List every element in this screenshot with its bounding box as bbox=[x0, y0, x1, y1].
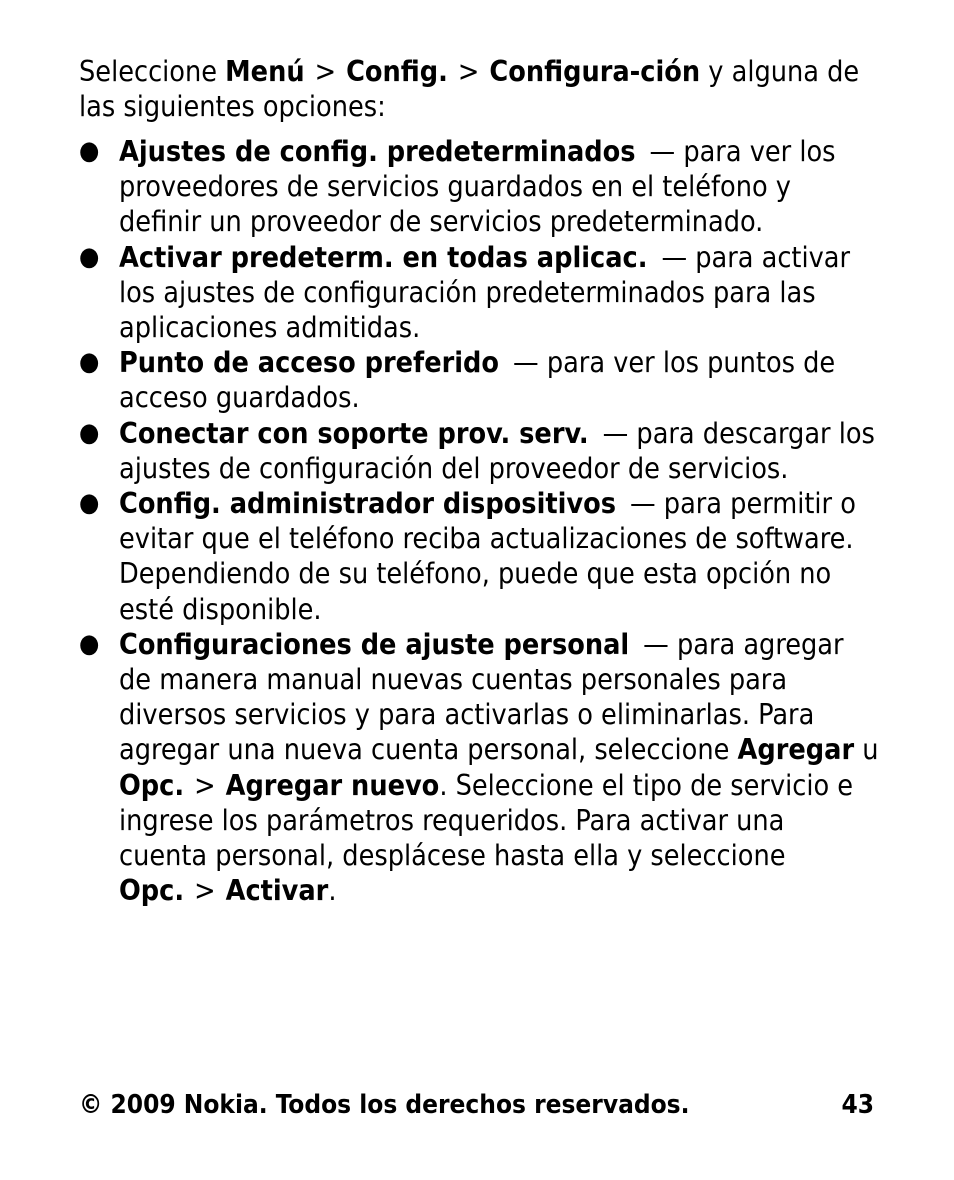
option-description: para descargar los ajustes de configuración del proveedor de servicios. bbox=[119, 416, 875, 485]
list-item bbox=[79, 416, 879, 486]
bullet-icon: ● bbox=[79, 417, 100, 448]
option-title: Configuraciones de ajuste personal bbox=[119, 627, 630, 661]
option-title: Activar predeterm. en todas aplicac. bbox=[119, 240, 648, 274]
options-list bbox=[79, 134, 879, 908]
menu-path-separator: > bbox=[194, 768, 216, 802]
dash-separator: — bbox=[629, 487, 656, 521]
list-item bbox=[79, 345, 879, 415]
dash-separator: — bbox=[643, 627, 669, 661]
connector-text: u bbox=[854, 733, 879, 767]
option-description: para permitir o evitar que el teléfono reciba actualizaciones de software. Dependiendo de su teléfono, puede que esta opción no esté disponible. bbox=[119, 487, 856, 626]
intro-text-after: y alguna de las siguientes opciones: bbox=[79, 55, 860, 123]
dash-separator: — bbox=[661, 240, 688, 274]
list-item bbox=[79, 134, 879, 240]
list-item bbox=[79, 627, 879, 909]
menu-path-options: Opc. bbox=[119, 768, 185, 802]
intro-text-before: Seleccione bbox=[79, 55, 226, 88]
bullet-icon: ● bbox=[79, 628, 100, 659]
menu-path-config: Config. bbox=[346, 55, 448, 88]
menu-path-activate: Activar bbox=[225, 874, 329, 908]
list-item bbox=[79, 486, 879, 627]
page-footer bbox=[79, 1088, 874, 1122]
option-title: Config. administrador dispositivos bbox=[119, 487, 616, 521]
menu-path-add: Agregar bbox=[737, 733, 855, 767]
intro-paragraph bbox=[79, 54, 879, 124]
bullet-icon: ● bbox=[79, 347, 100, 378]
dash-separator: — bbox=[513, 346, 539, 380]
option-description: para agregar de manera manual nuevas cuentas personales para diversos servicios y para activarlas o eliminarlas. Para agregar una nueva cuenta personal, seleccione bbox=[119, 627, 844, 767]
page-number: 43 bbox=[841, 1090, 874, 1120]
menu-path-menu: Menú bbox=[225, 55, 305, 88]
menu-path-separator: > bbox=[457, 55, 480, 88]
menu-path-separator: > bbox=[194, 874, 216, 908]
option-description: para activar los ajustes de configuración predeterminados para las aplicaciones admitidas. bbox=[119, 240, 851, 345]
option-description: para ver los proveedores de servicios guardados en el teléfono y definir un proveedor de servicios predeterminado. bbox=[119, 135, 836, 239]
menu-path-separator: > bbox=[314, 55, 337, 88]
list-item bbox=[79, 240, 879, 346]
option-title: Conectar con soporte prov. serv. bbox=[119, 416, 589, 450]
menu-path-options: Opc. bbox=[119, 874, 185, 908]
dash-separator: — bbox=[602, 416, 629, 450]
page-content bbox=[79, 54, 879, 908]
copyright-notice: © 2009 Nokia. Todos los derechos reservados. bbox=[79, 1090, 690, 1120]
bullet-icon: ● bbox=[79, 488, 100, 519]
option-title: Punto de acceso preferido bbox=[119, 346, 500, 380]
menu-path-configuration: Configura-ción bbox=[489, 55, 701, 88]
option-description: para ver los puntos de acceso guardados. bbox=[119, 346, 836, 415]
menu-path-add-new: Agregar nuevo bbox=[225, 768, 440, 802]
sentence-end: . bbox=[328, 874, 337, 908]
option-description-continued: . Seleccione el tipo de servicio e ingrese los parámetros requeridos. Para activar una cuenta personal, desplácese hasta ella y seleccione bbox=[119, 768, 854, 873]
bullet-icon: ● bbox=[79, 241, 100, 272]
option-title: Ajustes de config. predeterminados bbox=[119, 135, 636, 168]
bullet-icon: ● bbox=[79, 136, 100, 166]
dash-separator: — bbox=[649, 135, 676, 168]
